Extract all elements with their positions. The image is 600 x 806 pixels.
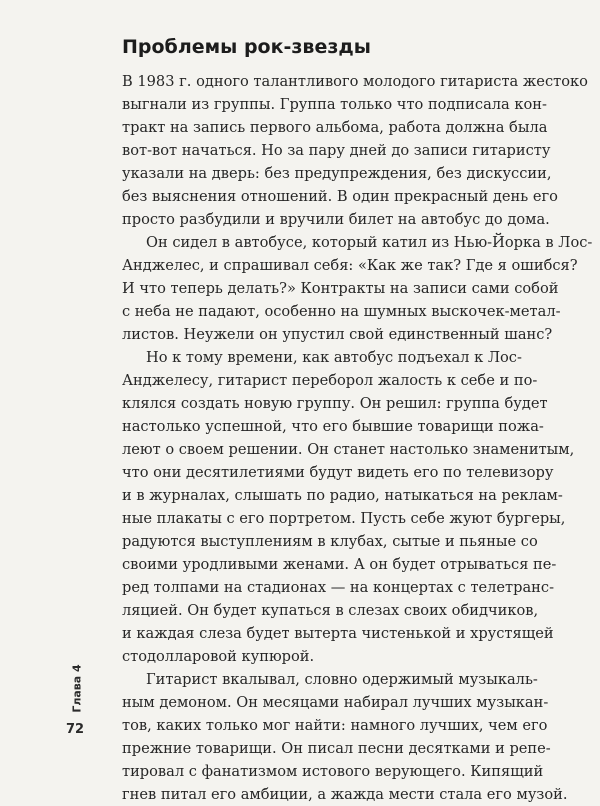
text-line: и в журналах, слышать по радио, натыкаться на реклам- — [122, 487, 563, 504]
text-line: вот-вот начаться. Но за пару дней до записи гитаристу — [122, 142, 551, 159]
section-heading: Проблемы рок-звезды — [122, 36, 371, 58]
text-line: своими уродливыми женами. А он будет отрываться пе- — [122, 556, 557, 573]
text-line: стодолларовой купюрой. — [122, 648, 315, 665]
text-line: просто разбудили и вручили билет на автобус до дома. — [122, 211, 550, 228]
text-line: Анджелес, и спрашивал себя: «Как же так? Где я ошибся? — [122, 257, 578, 274]
text-line: Он сидел в автобусе, который катил из Нью-Йорка в Лос- — [146, 234, 593, 251]
text-line: В 1983 г. одного талантливого молодого гитариста жестоко — [122, 73, 588, 90]
text-line: ляцией. Он будет купаться в слезах своих обидчиков, — [122, 602, 539, 619]
text-line: радуются выступлениям в клубах, сытые и пьяные со — [122, 533, 538, 550]
text-line: Гитарист вкалывал, словно одержимый музыкаль- — [146, 671, 538, 688]
text-line: листов. Неужели он упустил свой единственный шанс? — [122, 326, 553, 343]
text-line: гнев питал его амбиции, а жажда мести стала его музой. — [122, 786, 568, 803]
text-line: Анджелесу, гитарист переборол жалость к себе и по- — [122, 372, 538, 389]
text-line: указали на дверь: без предупреждения, без дискуссии, — [122, 165, 552, 182]
body-text — [122, 70, 593, 806]
text-line: без выяснения отношений. В один прекрасный день его — [122, 188, 558, 205]
text-line: И что теперь делать?» Контракты на записи сами собой — [122, 280, 559, 297]
text-line: леют о своем решении. Он станет настолько знаменитым, — [122, 441, 575, 458]
text-line: ред толпами на стадионах — на концертах с телетранс- — [122, 579, 555, 596]
text-line: выгнали из группы. Группа только что подписала кон- — [122, 96, 547, 113]
text-line: настолько успешной, что его бывшие товарищи пожа- — [122, 418, 544, 435]
text-line: с неба не падают, особенно на шумных выскочек-метал- — [122, 303, 561, 320]
text-line: прежние товарищи. Он писал песни десятками и репе- — [122, 740, 551, 757]
text-line: что они десятилетиями будут видеть его по телевизору — [122, 464, 554, 481]
text-line: Но к тому времени, как автобус подъехал к Лос- — [146, 349, 522, 366]
text-line: тракт на запись первого альбома, работа должна была — [122, 119, 548, 136]
text-line: ные плакаты с его портретом. Пусть себе жуют бургеры, — [122, 510, 566, 527]
text-line: клялся создать новую группу. Он решил: группа будет — [122, 395, 548, 412]
text-line: ным демоном. Он месяцами набирал лучших музыкан- — [122, 694, 549, 711]
chapter-label: Глава 4 — [70, 664, 84, 713]
page-number: 72 — [66, 722, 85, 737]
text-line: тов, каких только мог найти: намного лучших, чем его — [122, 717, 548, 734]
text-line: тировал с фанатизмом истового верующего. Кипящий — [122, 763, 544, 780]
text-line: и каждая слеза будет вытерта чистенькой и хрустящей — [122, 625, 554, 642]
